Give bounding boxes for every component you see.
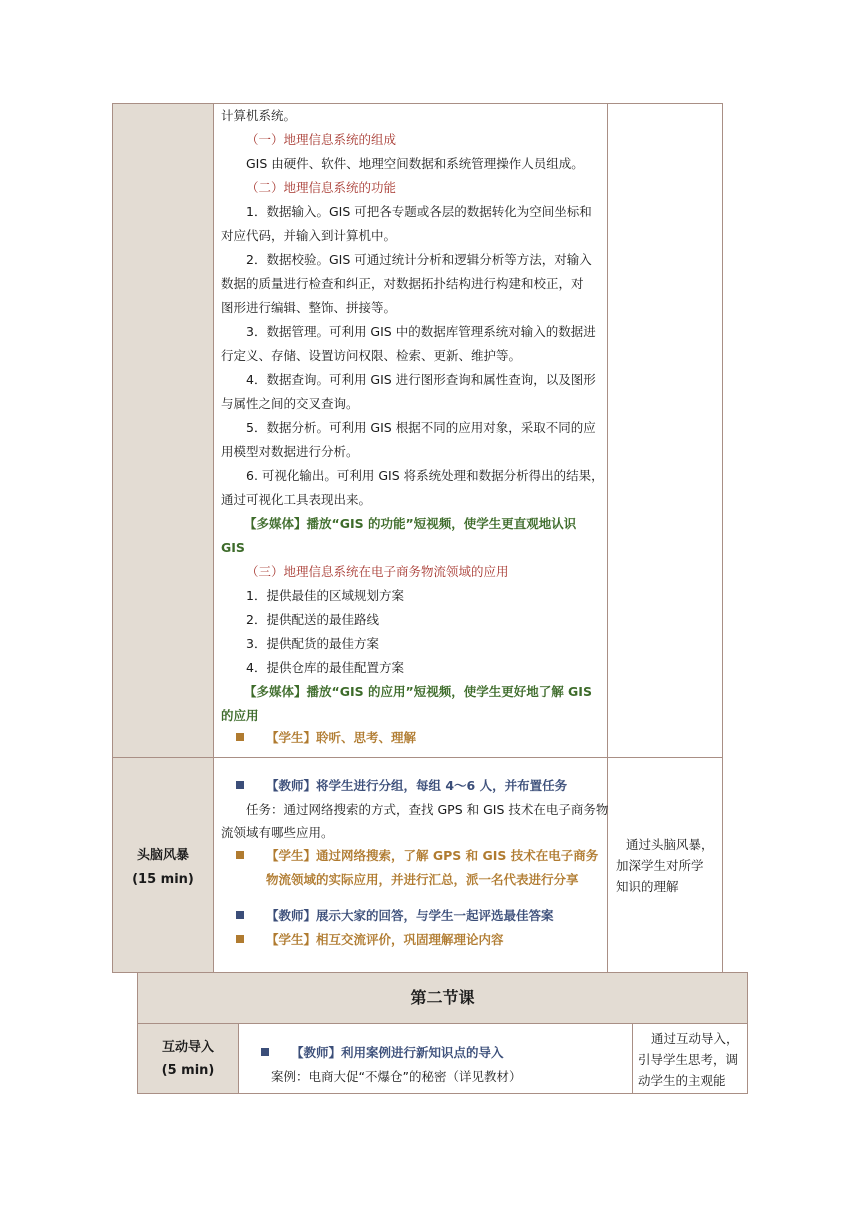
text-line: 用模型对数据进行分析。 bbox=[221, 444, 359, 459]
note-cell-interactive bbox=[633, 1023, 747, 1093]
teacher-activity-text: 【教师】利用案例进行新知识点的导入 bbox=[291, 1045, 504, 1060]
row-duration: (5 min) bbox=[161, 1063, 215, 1078]
list-item: 4．提供仓库的最佳配置方案 bbox=[246, 660, 404, 675]
bullet-square-icon bbox=[261, 1048, 269, 1056]
text-line: GIS 由硬件、软件、地理空间数据和系统管理操作人员组成。 bbox=[246, 156, 584, 171]
row-label: 互动导入 bbox=[161, 1040, 214, 1055]
label-cell-content bbox=[113, 104, 214, 757]
bullet-square-icon bbox=[236, 935, 244, 943]
task-text: 任务：通过网络搜索的方式，查找 GPS 和 GIS 技术在电子商务物 bbox=[246, 802, 609, 817]
student-activity bbox=[236, 844, 598, 868]
text-line: 1．数据输入。GIS 可把各专题或各层的数据转化为空间坐标和 bbox=[246, 204, 592, 219]
text-line: 对应代码，并输入到计算机中。 bbox=[221, 228, 397, 243]
section-title-cell bbox=[138, 973, 747, 1023]
multimedia-note: 【多媒体】播放“GIS 的功能”短视频，使学生更直观地认识 bbox=[244, 516, 577, 531]
note-cell-brainstorm bbox=[608, 757, 722, 972]
content-cell-interactive bbox=[239, 1023, 633, 1093]
text-line: 2．数据校验。GIS 可通过统计分析和逻辑分析等方法，对输入 bbox=[246, 252, 592, 267]
row-label: 头脑风暴 bbox=[136, 848, 189, 863]
second-lesson-table bbox=[137, 972, 748, 1094]
lesson-table bbox=[112, 103, 723, 973]
student-activity bbox=[236, 726, 416, 750]
text-line: 4．数据查询。可利用 GIS 进行图形查询和属性查询，以及图形 bbox=[246, 372, 596, 387]
multimedia-note: 的应用 bbox=[221, 708, 259, 723]
student-activity-text: 【学生】通过网络搜索，了解 GPS 和 GIS 技术在电子商务 bbox=[266, 848, 599, 863]
text-line: 行定义、存储、设置访问权限、检索、更新、维护等。 bbox=[221, 348, 522, 363]
note-cell bbox=[608, 104, 722, 757]
teacher-activity-text: 【教师】展示大家的回答，与学生一起评选最佳答案 bbox=[266, 908, 554, 923]
teacher-activity bbox=[261, 1041, 504, 1065]
text-line: 通过可视化工具表现出来。 bbox=[221, 492, 372, 507]
section-heading: （一）地理信息系统的组成 bbox=[246, 132, 397, 147]
section-title: 第二节课 bbox=[410, 988, 475, 1007]
content-cell bbox=[214, 104, 608, 757]
text-line: 5．数据分析。可利用 GIS 根据不同的应用对象，采取不同的应 bbox=[246, 420, 596, 435]
multimedia-note: GIS bbox=[221, 540, 245, 555]
label-cell-interactive bbox=[138, 1023, 239, 1093]
text-line: 数据的质量进行检查和纠正，对数据拓扑结构进行构建和校正，对 bbox=[221, 276, 584, 291]
design-note: 通过互动导入， bbox=[651, 1031, 739, 1046]
text-line: 3．数据管理。可利用 GIS 中的数据库管理系统对输入的数据进 bbox=[246, 324, 596, 339]
student-activity bbox=[236, 928, 504, 952]
student-activity-text: 【学生】聆听、思考、理解 bbox=[266, 730, 417, 745]
task-text: 流领域有哪些应用。 bbox=[221, 825, 334, 840]
design-note: 知识的理解 bbox=[616, 879, 679, 894]
bullet-square-icon bbox=[236, 851, 244, 859]
text-line: 计算机系统。 bbox=[221, 108, 297, 123]
design-note: 加深学生对所学 bbox=[616, 858, 704, 873]
label-cell-brainstorm bbox=[113, 757, 214, 972]
list-item: 3．提供配货的最佳方案 bbox=[246, 636, 379, 651]
list-item: 1．提供最佳的区域规划方案 bbox=[246, 588, 404, 603]
content-cell-brainstorm bbox=[214, 757, 608, 972]
teacher-activity bbox=[236, 904, 554, 928]
text-line: 6. 可视化输出。可利用 GIS 将系统处理和数据分析得出的结果， bbox=[246, 468, 604, 483]
section-heading: （二）地理信息系统的功能 bbox=[246, 180, 397, 195]
text-line: 与属性之间的交叉查询。 bbox=[221, 396, 359, 411]
row-duration: (15 min) bbox=[132, 872, 194, 887]
section-heading: （三）地理信息系统在电子商务物流领域的应用 bbox=[246, 564, 509, 579]
design-note: 通过头脑风暴， bbox=[626, 837, 714, 852]
design-note: 动学生的主观能 bbox=[638, 1073, 726, 1088]
bullet-square-icon bbox=[236, 733, 244, 741]
text-line: 图形进行编辑、整饰、拼接等。 bbox=[221, 300, 397, 315]
design-note: 引导学生思考，调 bbox=[638, 1052, 739, 1067]
case-text: 案例：电商大促“不爆仓”的秘密（详见教材） bbox=[271, 1069, 522, 1084]
multimedia-note: 【多媒体】播放“GIS 的应用”短视频，使学生更好地了解 GIS bbox=[244, 684, 592, 699]
bullet-square-icon bbox=[236, 911, 244, 919]
student-activity-continued: 物流领域的实际应用，并进行汇总，派一名代表进行分享 bbox=[266, 872, 579, 887]
student-activity-text: 【学生】相互交流评价，巩固理解理论内容 bbox=[266, 932, 504, 947]
teacher-activity-text: 【教师】将学生进行分组，每组 4～6 人，并布置任务 bbox=[266, 778, 568, 793]
bullet-square-icon bbox=[236, 781, 244, 789]
list-item: 2．提供配送的最佳路线 bbox=[246, 612, 379, 627]
teacher-activity bbox=[236, 774, 567, 798]
